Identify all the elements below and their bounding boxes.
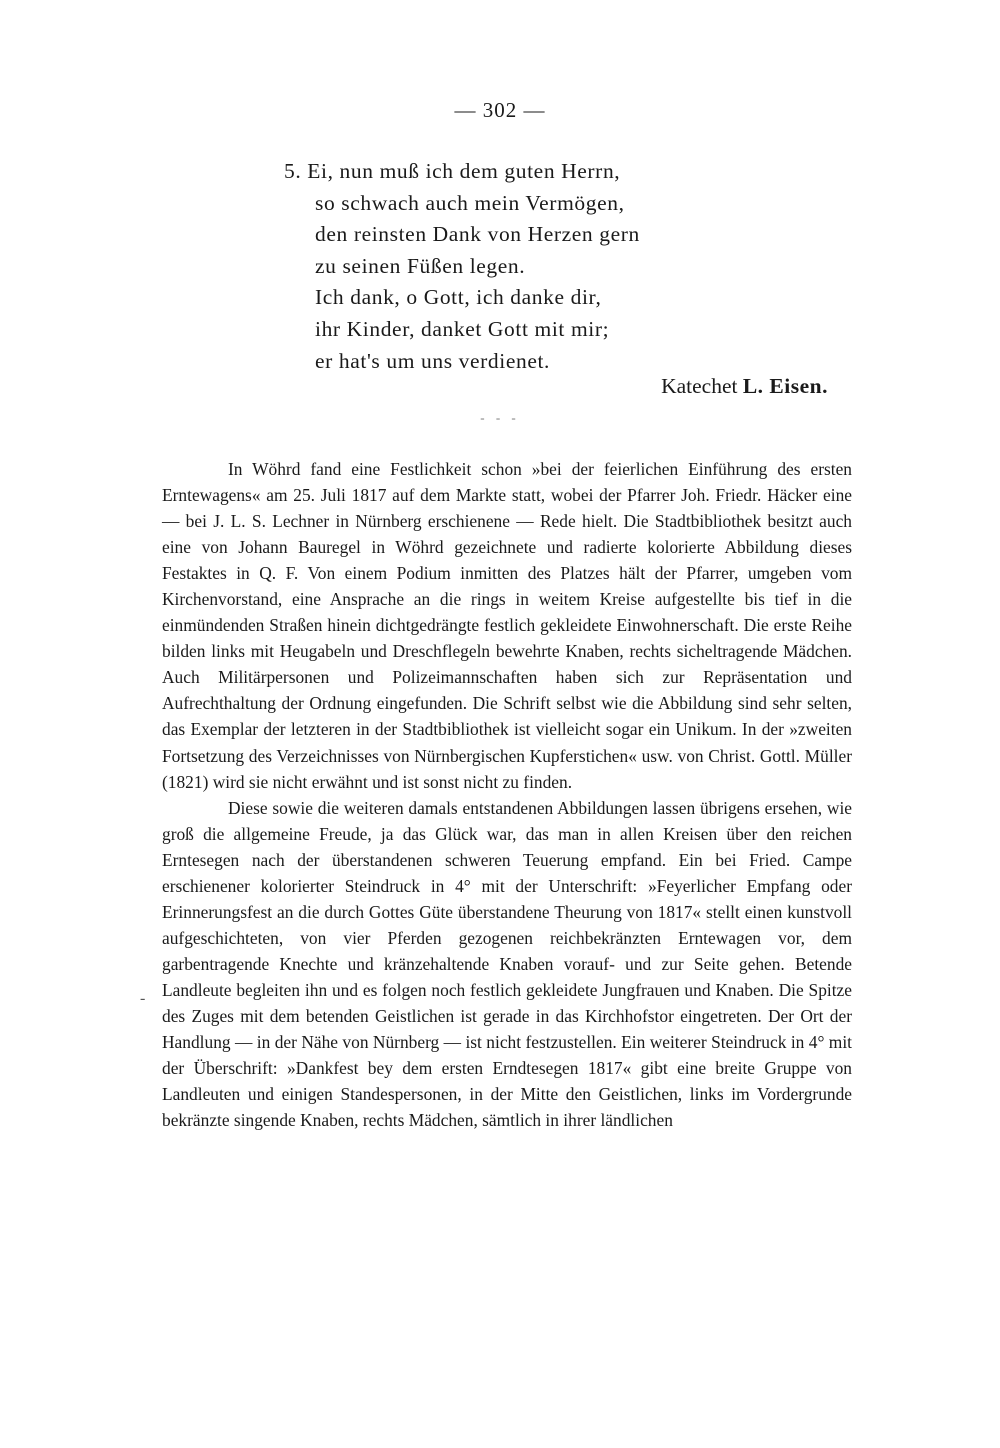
poem-line: er hat's um uns verdienet. — [315, 348, 551, 373]
paragraph: In Wöhrd fand eine Festlichkeit schon »bei der feierlichen Einführung des ersten Erntewagens« am 25. Juli 1817 auf dem Markte statt, wobei der Pfarrer Joh. Friedr. Häcker eine — bei J. L. S. Lechner in Nürnberg erschienene — Rede hielt. Die Stadtbibliothek besitzt auch eine von Johann Bauregel in Wöhrd gezeichnete und radierte kolorierte Abbildung dieses Festaktes in Q. F. Von einem Podium inmitten des Platzes hält der Pfarrer, umgeben vom Kirchenvorstand, eine Ansprache an die rings in weitem Kreise aufgestellte bis tief in die einmündenden Straßen hinein dichtgedrängte festlich gekleidete Einwohnerschaft. Die erste Reihe bilden links mit Heugabeln und Dreschflegeln bewehrte Knaben, rechts sicheltragende Mädchen. Auch Militärpersonen und Polizeimannschaften haben sich zur Repräsentation und Aufrechthaltung der Ordnung eingefunden. Die Schrift selbst wie die Abbildung sind sehr selten, das Exemplar der letzteren in der Stadtbibliothek ist vielleicht sogar ein Unikum. In der »zweiten Fortsetzung des Verzeichnisses von Nürnbergischen Kupferstichen« usw. von Christ. Gottl. Müller (1821) wird sie nicht erwähnt und ist sonst nicht zu finden. — [162, 459, 852, 792]
poem-stanza — [284, 156, 844, 377]
poem-author — [600, 374, 828, 399]
section-separator: - - - — [480, 410, 520, 425]
paragraph: Diese sowie die weiteren damals entstandenen Abbildungen lassen übrigens ersehen, wie groß die allgemeine Freude, ja das Glück war, das man in allen Kreisen über den reichen Erntesegen nach der überstandenen schweren Teuerung empfand. Ein bei Fried. Campe erschienener kolorierter Steindruck in 4° mit der Unterschrift: »Feyerlicher Empfang oder Erinnerungsfest an die durch Gottes Güte überstandene Theurung von 1817« stellt einen kunstvoll aufgeschichteten, von vier Pferden gezogenen reichbekränzten Erntewagen vor, dem garbentragende Knechte und kränzehaltende Knaben vorauf- und zur Seite gehen. Betende Landleute begleiten ihn und es folgen noch festlich gekleidete Jungfrauen und Knaben. Die Spitze des Zuges mit dem betenden Geistlichen ist gerade in das Kirchhofstor eingetreten. Der Ort der Handlung — in der Nähe von Nürnberg — ist nicht festzustellen. Ein weiterer Steindruck in 4° mit der Überschrift: »Dankfest bey dem ersten Erndtesegen 1817« gibt eine breite Gruppe von Landleuten und einigen Standespersonen, in der Mitte den Geistlichen, links im Vordergrunde bekränzte singende Knaben, rechts Mädchen, sämtlich in ihrer ländlichen — [162, 797, 852, 1131]
page-number: — 302 — — [454, 98, 546, 122]
margin-mark: - — [140, 990, 146, 1007]
poem-line: den reinsten Dank von Herzen gern — [315, 222, 640, 247]
poem-line: Ich dank, o Gott, ich danke dir, — [315, 285, 602, 310]
body-text — [162, 456, 852, 1133]
poem-line: so schwach auch mein Vermögen, — [315, 190, 625, 215]
author-name: L. Eisen. — [742, 374, 828, 398]
author-title: Katechet — [661, 374, 738, 398]
poem-line: 5. Ei, nun muß ich dem guten Herrn, — [284, 159, 621, 183]
poem-line: zu seinen Füßen legen. — [315, 253, 526, 278]
poem-line: ihr Kinder, danket Gott mit mir; — [315, 316, 610, 341]
